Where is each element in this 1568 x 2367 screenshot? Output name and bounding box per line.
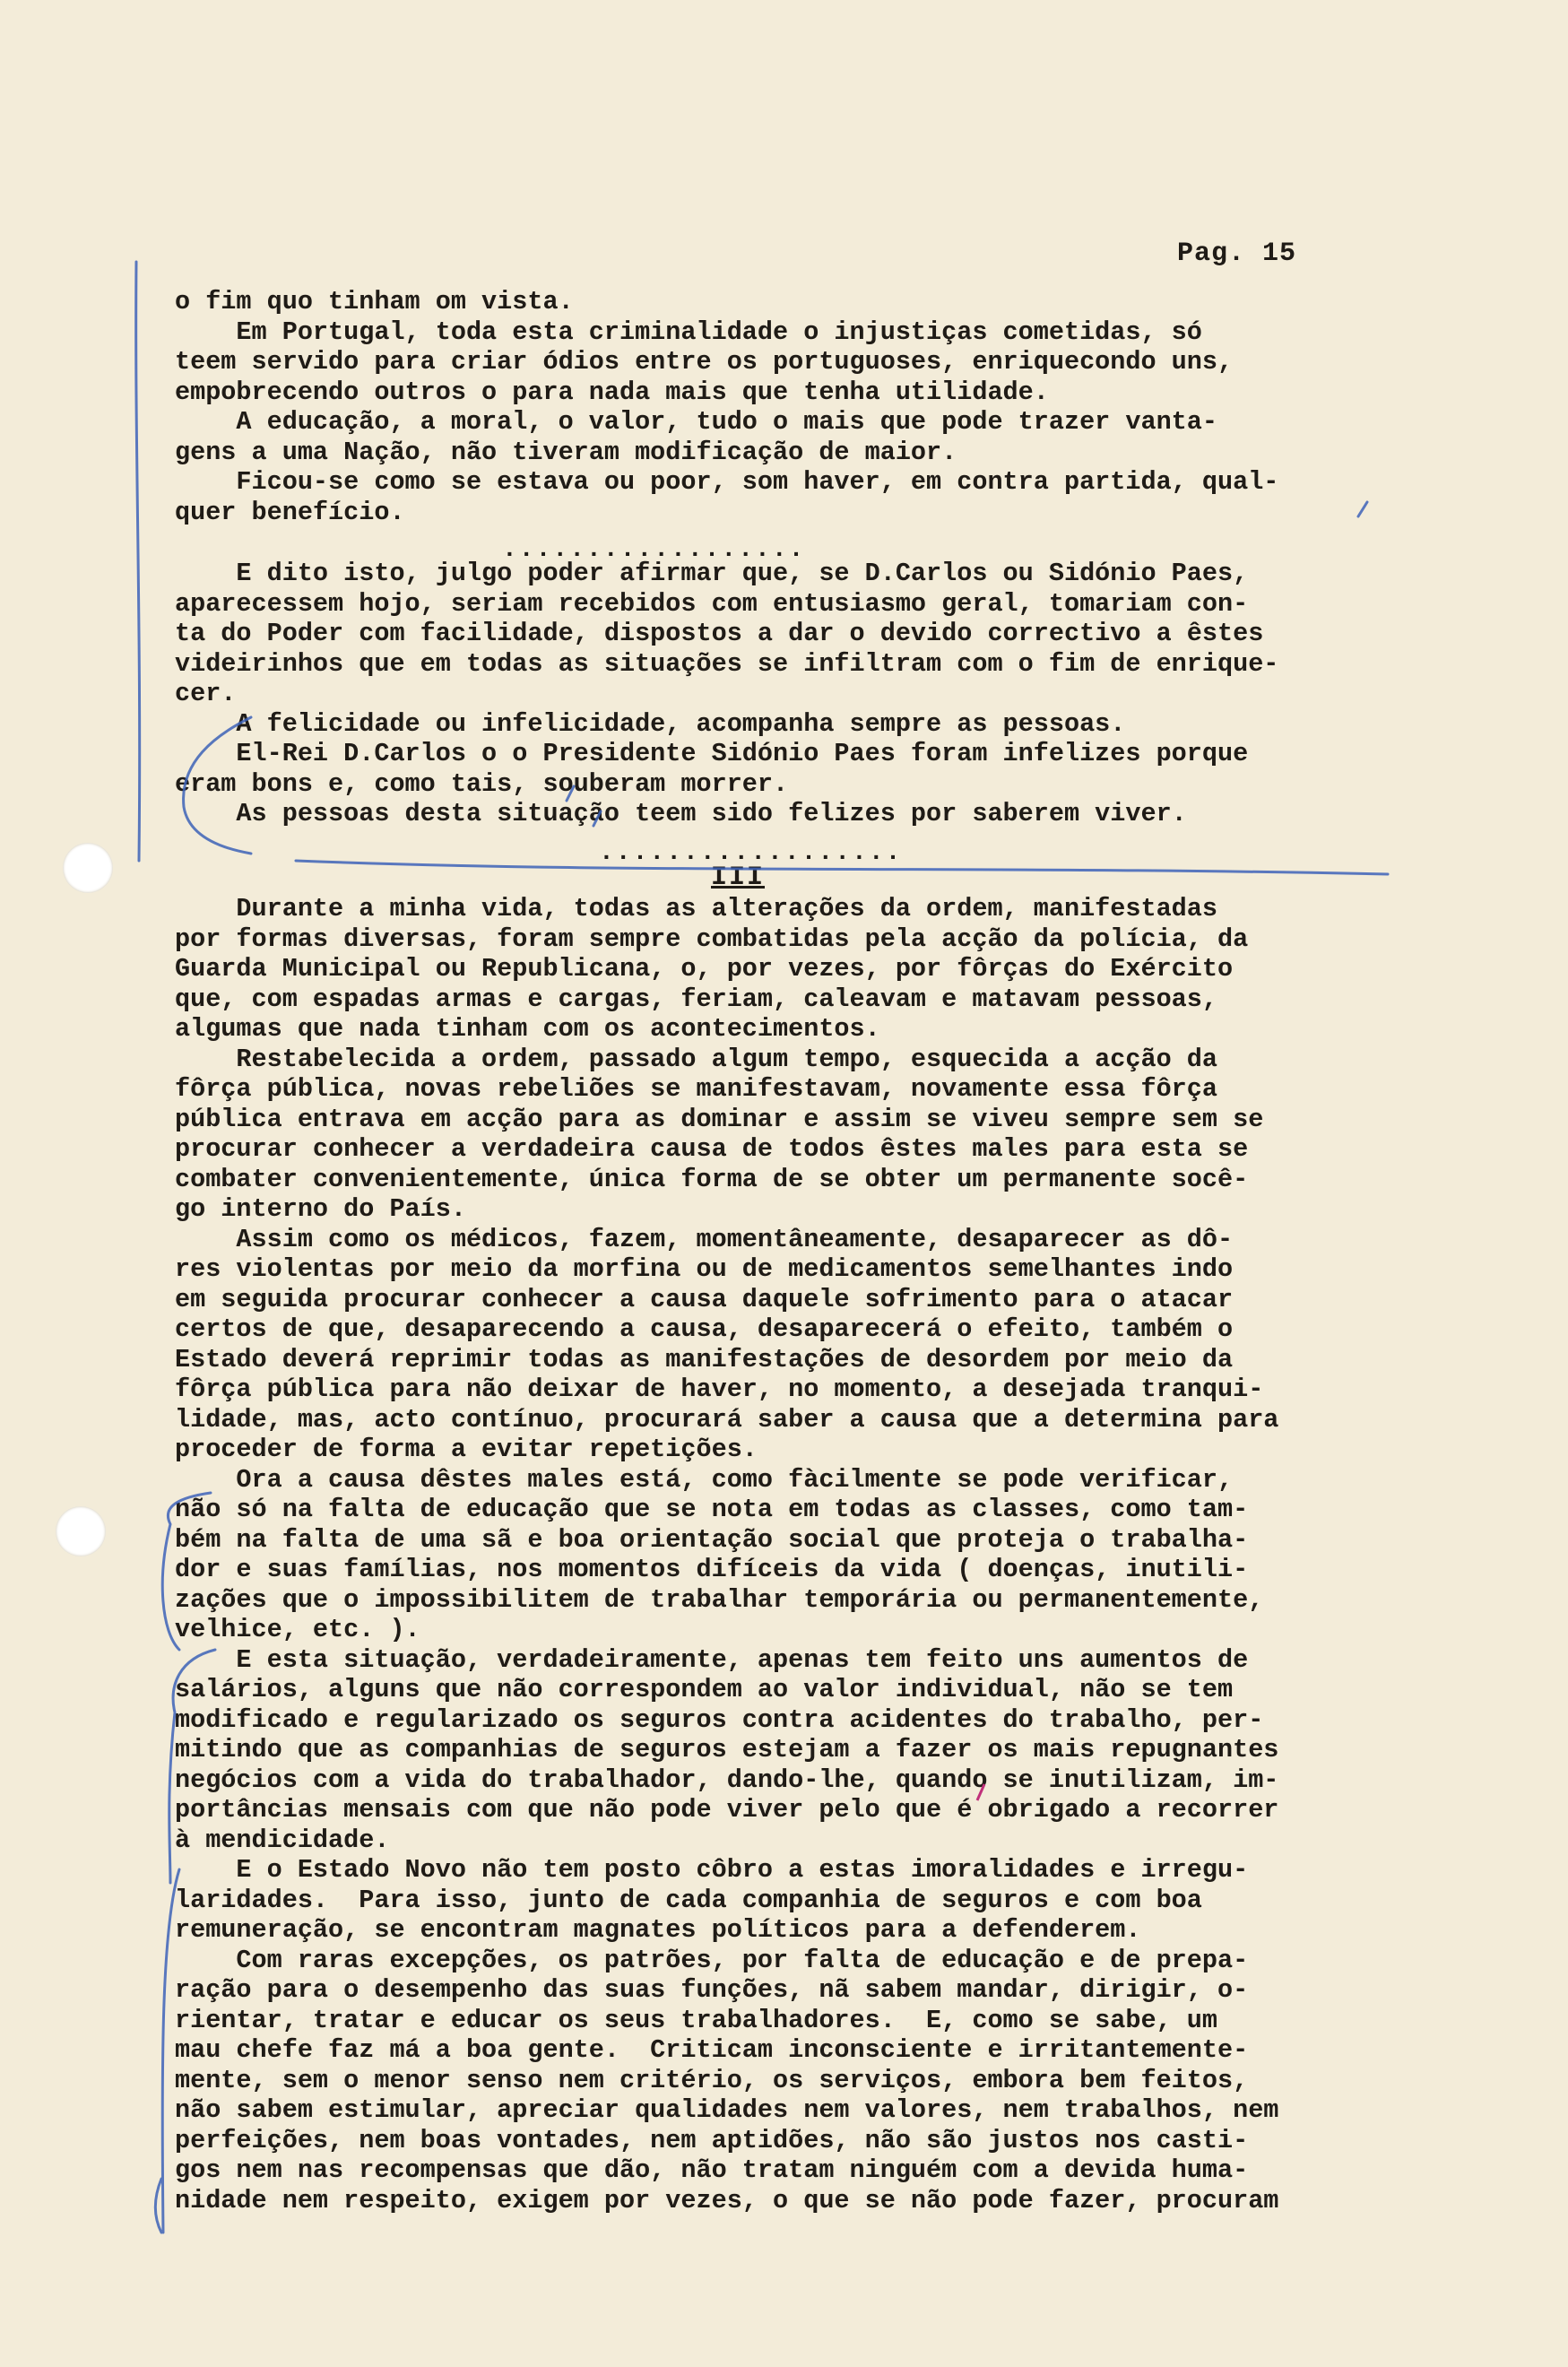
text-line: Guarda Municipal ou Republicana, o, por vezes, por fôrças do Exército xyxy=(175,954,1234,984)
text-line: pública entrava em acção para as dominar e assim se viveu sempre sem se xyxy=(175,1104,1264,1134)
text-line: à mendicidade. xyxy=(175,1825,390,1855)
text-line: negócios com a vida do trabalhador, dando-lhe, quando se inutilizam, im- xyxy=(175,1764,1279,1795)
punch-hole xyxy=(56,1506,106,1556)
text-line: dor e suas famílias, nos momentos difíceis da vida ( doenças, inutili- xyxy=(175,1555,1249,1584)
text-line: fôrça pública, novas rebeliões se manifestavam, novamente essa fôrça xyxy=(175,1074,1217,1104)
text-line: zações que o impossibilitem de trabalhar temporária ou permanentemente, xyxy=(175,1584,1264,1615)
text-line: Ficou-se como se estava ou poor, som haver, em contra partida, qual- xyxy=(175,467,1279,497)
text-line: salários, alguns que não correspondem ao valor individual, não se tem xyxy=(175,1675,1234,1704)
text-line: gens a uma Nação, não tiveram modificação de maior. xyxy=(175,437,957,467)
text-line: As pessoas desta situação teem sido felizes por saberem viver. xyxy=(175,799,1187,828)
text-line: rientar, tratar e educar os seus trabalhadores. E, como se sabe, um xyxy=(175,2005,1217,2035)
text-line: Em Portugal, toda esta criminalidade o injustiças cometidas, só xyxy=(175,316,1202,347)
text-line: o fim quo tinham om vista. xyxy=(175,287,574,316)
text-line: certos de que, desaparecendo a causa, desaparecerá o efeito, também o xyxy=(175,1314,1234,1344)
text-line: remuneração, se encontram magnates políticos para a defenderem. xyxy=(175,1915,1141,1945)
text-line: go interno do País. xyxy=(175,1194,466,1224)
text-line: Ora a causa dêstes males está, como fàcilmente se pode verificar, xyxy=(175,1464,1234,1495)
text-line: nidade nem respeito, exigem por vezes, o que se não pode fazer, procuram xyxy=(175,2185,1279,2215)
text-line: cer. xyxy=(175,679,237,708)
text-line: A educação, a moral, o valor, tudo o mais que pode trazer vanta- xyxy=(175,407,1217,437)
text-line: por formas diversas, foram sempre combatidas pela acção da polícia, da xyxy=(175,923,1249,954)
section-heading: III xyxy=(711,863,766,893)
text-line: eram bons e, como tais, souberam morrer. xyxy=(175,768,789,799)
text-line: que, com espadas armas e cargas, feriam, caleavam e matavam pessoas, xyxy=(175,984,1217,1014)
text-line: videirinhos que em todas as situações se infiltram com o fim de enrique- xyxy=(175,648,1279,679)
paragraph-block-2 xyxy=(175,559,1452,829)
text-line: Durante a minha vida, todas as alterações da ordem, manifestadas xyxy=(175,894,1217,923)
text-line: Com raras excepções, os patrões, por falta de educação e de prepa- xyxy=(175,1945,1249,1975)
text-line: combater convenientemente, única forma de se obter um permanente socê- xyxy=(175,1164,1249,1194)
text-line: em seguida procurar conhecer a causa daquele sofrimento para o atacar xyxy=(175,1284,1234,1314)
dotted-separator: .................. xyxy=(502,536,806,564)
page-number: Pag. 15 xyxy=(1177,238,1297,269)
text-line: velhice, etc. ). xyxy=(175,1615,420,1644)
text-line: não só na falta de educação que se nota em todas as classes, como tam- xyxy=(175,1495,1249,1524)
text-line: lidade, mas, acto contínuo, procurará saber a causa que a determina para xyxy=(175,1404,1279,1435)
text-line: ta do Poder com facilidade, dispostos a dar o devido correctivo a êstes xyxy=(175,619,1264,648)
text-line: aparecessem hojo, seriam recebidos com entusiasmo geral, tomariam con- xyxy=(175,588,1249,619)
margin-bracket-mark xyxy=(136,262,140,861)
text-line: modificado e regularizado os seguros contra acidentes do trabalho, per- xyxy=(175,1704,1264,1735)
punch-hole xyxy=(63,843,113,893)
text-line: E dito isto, julgo poder afirmar que, se D.Carlos ou Sidónio Paes, xyxy=(175,559,1249,588)
text-line: perfeições, nem boas vontades, nem aptidões, não são justos nos casti- xyxy=(175,2125,1249,2155)
text-line: res violentas por meio da morfina ou de medicamentos semelhantes indo xyxy=(175,1254,1234,1284)
text-line: mitindo que as companhias de seguros estejam a fazer os mais repugnantes xyxy=(175,1735,1279,1764)
text-line: empobrecendo outros o para nada mais que tenha utilidade. xyxy=(175,377,1049,407)
text-line: portâncias mensais com que não pode viver pelo que é obrigado a recorrer xyxy=(175,1795,1279,1825)
text-line: teem servido para criar ódios entre os portuguoses, enriquecondo uns, xyxy=(175,347,1234,377)
margin-tick-mark xyxy=(155,2179,161,2233)
text-line: mau chefe faz má a boa gente. Criticam inconsciente e irritantemente- xyxy=(175,2035,1249,2065)
text-line: Assim como os médicos, fazem, momentâneamente, desaparecer as dô- xyxy=(175,1224,1234,1254)
text-line: procurar conhecer a verdadeira causa de todos êstes males para esta se xyxy=(175,1134,1249,1164)
text-line: A felicidade ou infelicidade, acompanha sempre as pessoas. xyxy=(175,708,1126,739)
paragraph-block-1 xyxy=(175,287,1452,527)
text-line: laridades. Para isso, junto de cada companhia de seguros e com boa xyxy=(175,1885,1202,1915)
text-line: fôrça pública para não deixar de haver, no momento, a desejada tranqui- xyxy=(175,1374,1264,1404)
dotted-separator: .................. xyxy=(599,839,903,867)
text-line: proceder de forma a evitar repetições. xyxy=(175,1435,758,1464)
text-line: Estado deverá reprimir todas as manifestações de desordem por meio da xyxy=(175,1344,1234,1374)
text-line: Restabelecida a ordem, passado algum tempo, esquecida a acção da xyxy=(175,1044,1217,1074)
text-line: E o Estado Novo não tem posto côbro a estas imoralidades e irregu- xyxy=(175,1855,1249,1885)
text-line: E esta situação, verdadeiramente, apenas tem feito uns aumentos de xyxy=(175,1644,1249,1675)
paragraph-block-3 xyxy=(175,894,1452,2215)
text-line: não sabem estimular, apreciar qualidades nem valores, nem trabalhos, nem xyxy=(175,2095,1279,2125)
text-line: mente, sem o menor senso nem critério, os serviços, embora bem feitos, xyxy=(175,2065,1249,2095)
text-line: quer benefício. xyxy=(175,497,405,527)
text-line: bém na falta de uma sã e boa orientação social que proteja o trabalha- xyxy=(175,1524,1249,1555)
text-line: El-Rei D.Carlos o o Presidente Sidónio Paes foram infelizes porque xyxy=(175,739,1249,768)
text-line: algumas que nada tinham com os acontecimentos. xyxy=(175,1014,880,1044)
text-line: gos nem nas recompensas que dão, não tratam ninguém com a devida huma- xyxy=(175,2155,1249,2185)
text-line: ração para o desempenho das suas funções, nã sabem mandar, dirigir, o- xyxy=(175,1975,1249,2005)
